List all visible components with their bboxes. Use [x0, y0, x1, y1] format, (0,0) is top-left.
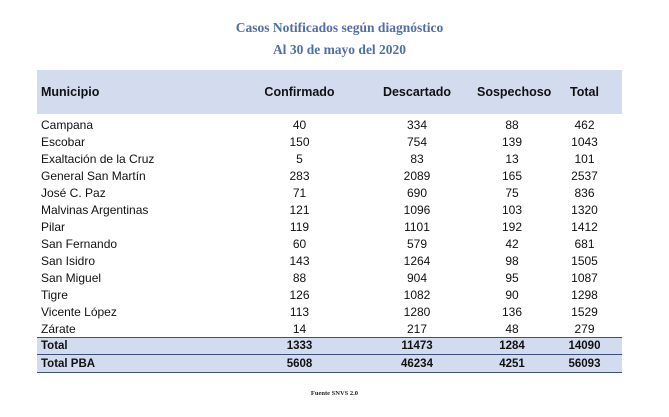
total-pba-row — [37, 354, 622, 373]
total-row — [37, 337, 622, 354]
cell-municipio: Exaltación de la Cruz — [41, 151, 155, 166]
cell-sospechoso: 88 — [505, 117, 519, 132]
table-row — [37, 167, 622, 184]
cell-municipio: Campana — [41, 117, 94, 132]
table-header — [37, 70, 622, 114]
table-row — [37, 252, 622, 269]
cell-confirmado: 119 — [289, 219, 310, 234]
cell-sospechoso: 103 — [501, 202, 523, 217]
cell-sospechoso: 136 — [501, 304, 523, 319]
cell-descartado: 579 — [406, 236, 428, 251]
header-sospechoso: Sospechoso — [477, 85, 552, 99]
cell-total: 1412 — [571, 219, 598, 234]
cell-total: 1505 — [571, 253, 598, 268]
cell-confirmado: 5 — [296, 151, 303, 166]
cell-confirmado: 71 — [292, 185, 307, 200]
total-total: 14090 — [568, 340, 601, 352]
cell-sospechoso: 139 — [501, 134, 523, 149]
cell-total: 1087 — [571, 270, 598, 285]
table-row — [37, 303, 622, 320]
cell-sospechoso: 95 — [505, 270, 519, 285]
cell-descartado: 904 — [406, 270, 428, 285]
cell-descartado: 1280 — [403, 304, 431, 319]
source-note: Fuente SNVS 2.0 — [310, 390, 359, 397]
header-total: Total — [570, 85, 599, 99]
cell-municipio: José C. Paz — [41, 185, 106, 200]
cell-confirmado: 60 — [292, 236, 307, 251]
cell-municipio: Escobar — [41, 134, 86, 149]
cell-municipio: San Miguel — [41, 270, 102, 285]
cell-sospechoso: 75 — [505, 185, 519, 200]
cell-descartado: 2089 — [403, 168, 431, 183]
table-row — [37, 320, 622, 337]
cell-descartado: 690 — [406, 185, 428, 200]
total-pba-descartado: 46234 — [401, 357, 433, 370]
cell-municipio: Malvinas Argentinas — [41, 202, 149, 217]
cell-confirmado: 40 — [292, 117, 307, 132]
cell-descartado: 217 — [406, 321, 428, 336]
total-pba-total: 56093 — [568, 357, 601, 370]
cell-sospechoso: 165 — [501, 168, 523, 183]
cell-descartado: 1082 — [403, 287, 431, 302]
cell-confirmado: 88 — [292, 270, 307, 285]
cell-descartado: 1096 — [403, 202, 431, 217]
cell-confirmado: 121 — [289, 202, 310, 217]
cell-sospechoso: 42 — [505, 236, 519, 251]
total-sospechoso: 1284 — [499, 340, 525, 352]
cell-descartado: 83 — [410, 151, 424, 166]
cell-total: 836 — [574, 185, 595, 200]
cell-total: 1298 — [571, 287, 598, 302]
cell-descartado: 1264 — [403, 253, 431, 268]
cell-confirmado: 150 — [289, 134, 310, 149]
cell-municipio: San Fernando — [41, 236, 118, 251]
cell-municipio: Tigre — [41, 287, 68, 302]
total-confirmado: 1333 — [286, 340, 313, 352]
cell-confirmado: 14 — [292, 321, 307, 336]
total-descartado: 11473 — [401, 340, 433, 352]
table-row — [37, 286, 622, 303]
cell-total: 1320 — [571, 202, 598, 217]
cell-descartado: 334 — [406, 117, 428, 132]
cell-sospechoso: 192 — [501, 219, 523, 234]
total-pba-sospechoso: 4251 — [499, 357, 525, 370]
total-label: Total — [41, 340, 68, 352]
cell-confirmado: 283 — [289, 168, 310, 183]
table-row — [37, 133, 622, 150]
cell-confirmado: 143 — [289, 253, 310, 268]
cell-confirmado: 126 — [289, 287, 310, 302]
table-row — [37, 269, 622, 286]
table-row — [37, 201, 622, 218]
report-subtitle: Al 30 de mayo del 2020 — [272, 42, 407, 57]
table-row — [37, 116, 622, 133]
cell-municipio: Vicente López — [41, 304, 117, 319]
total-pba-label: Total PBA — [41, 357, 96, 370]
cell-municipio: General San Martín — [41, 168, 146, 183]
cell-municipio: Pilar — [41, 219, 66, 234]
cell-total: 2537 — [571, 168, 598, 183]
cases-table — [37, 70, 622, 373]
cell-total: 681 — [574, 236, 595, 251]
cell-sospechoso: 13 — [505, 151, 519, 166]
cell-total: 101 — [574, 151, 595, 166]
cell-municipio: San Isidro — [41, 253, 96, 268]
cell-descartado: 1101 — [404, 219, 430, 234]
cell-descartado: 754 — [406, 134, 428, 149]
table-body — [37, 114, 622, 337]
table-row — [37, 235, 622, 252]
table-row — [37, 150, 622, 167]
cell-municipio: Zárate — [41, 321, 76, 336]
table-row — [37, 184, 622, 201]
cell-total: 462 — [574, 117, 595, 132]
header-municipio: Municipio — [41, 85, 100, 99]
cell-confirmado: 113 — [289, 304, 310, 319]
header-confirmado: Confirmado — [264, 85, 335, 99]
table-row — [37, 218, 622, 235]
cell-sospechoso: 98 — [505, 253, 519, 268]
cell-total: 1043 — [571, 134, 598, 149]
cell-sospechoso: 48 — [505, 321, 519, 336]
report-title: Casos Notificados según diagnóstico — [235, 20, 444, 35]
cell-sospechoso: 90 — [505, 287, 519, 302]
header-descartado: Descartado — [382, 85, 452, 99]
cell-total: 1529 — [571, 304, 598, 319]
total-pba-confirmado: 5608 — [286, 357, 313, 370]
cell-total: 279 — [574, 321, 595, 336]
